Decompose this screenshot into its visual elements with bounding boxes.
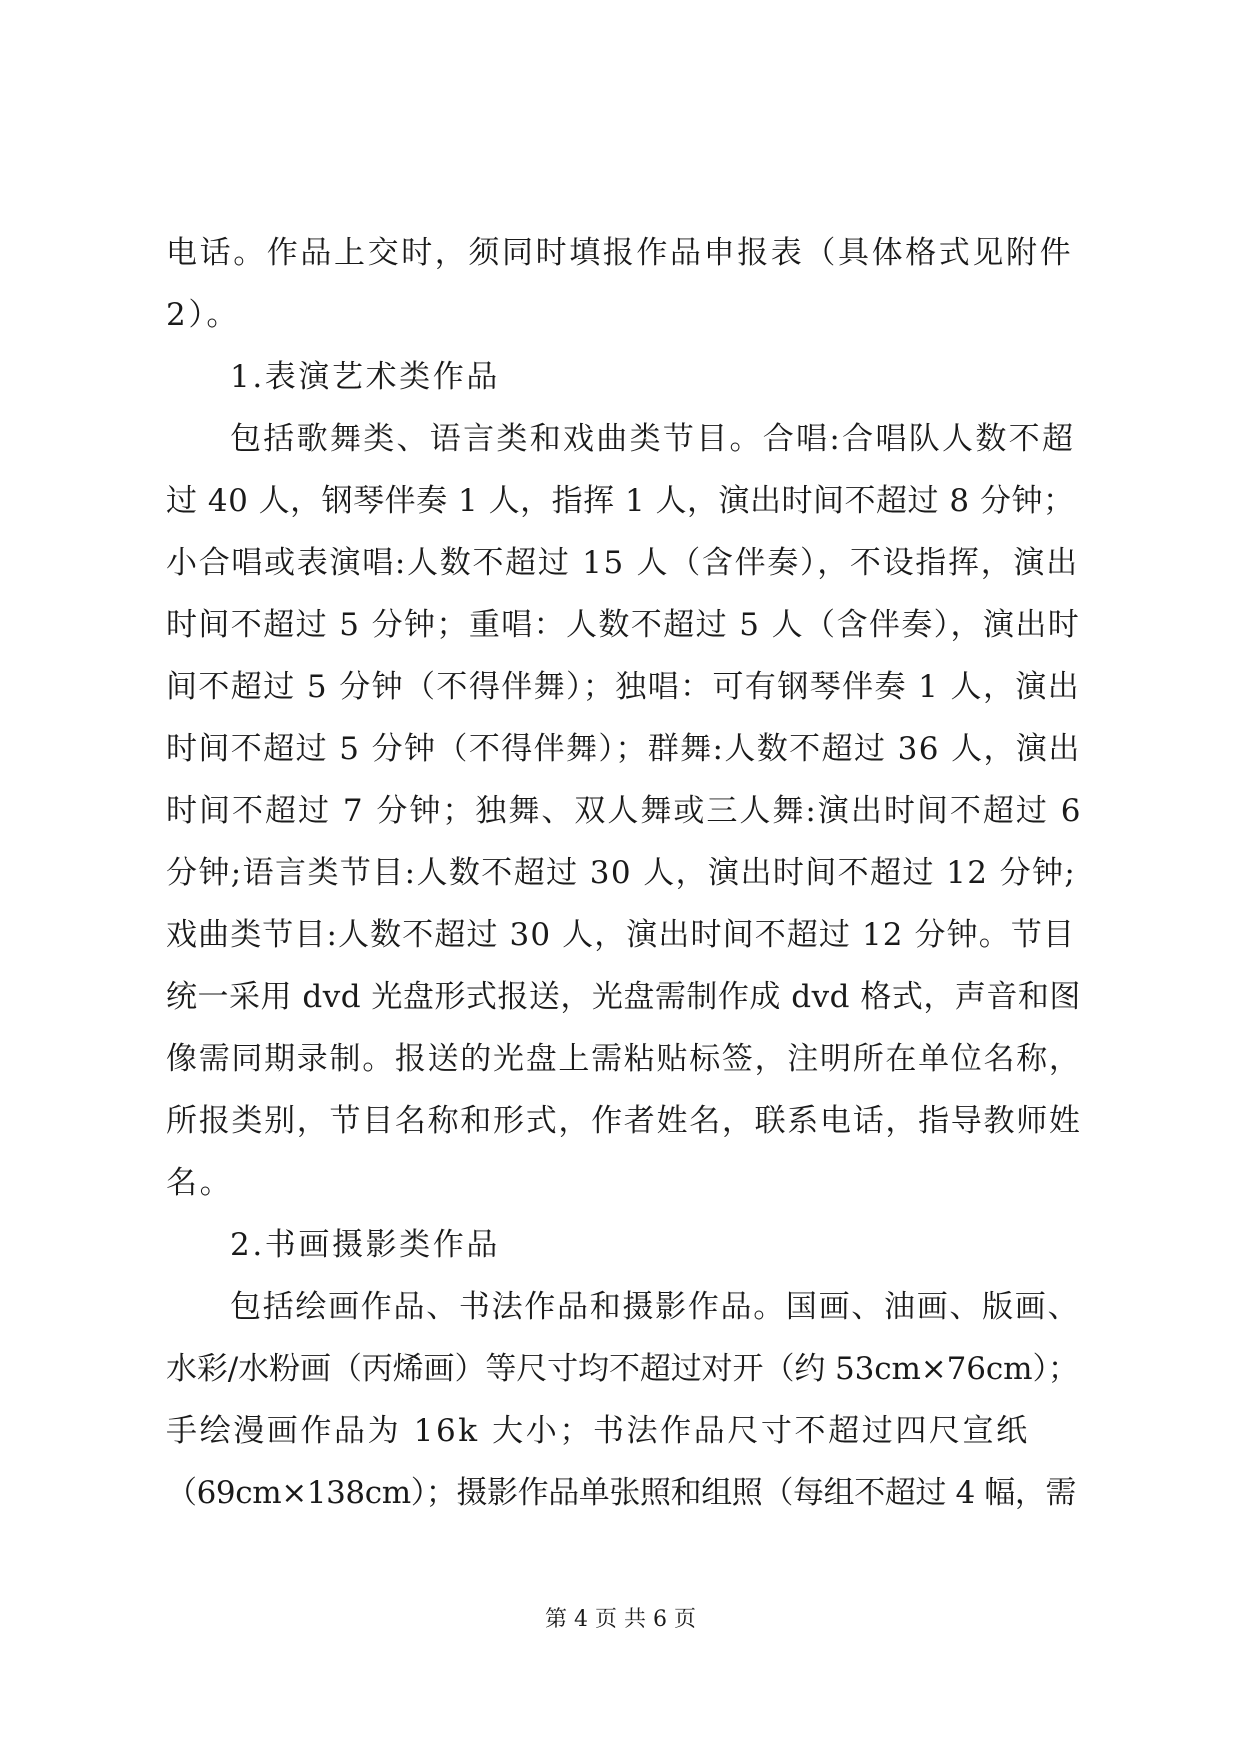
text-line: 时间不超过 5 分钟；重唱：人数不超过 5 人（含伴奏），演出时	[166, 607, 1081, 643]
document-body	[166, 222, 1082, 1524]
text-line: 2）。	[166, 297, 241, 333]
text-line: 包括歌舞类、语言类和戏曲类节目。合唱:合唱队人数不超	[230, 421, 1076, 457]
text-line: 间不超过 5 分钟（不得伴舞）；独唱：可有钢琴伴奏 1 人，演出	[166, 669, 1081, 705]
text-line: 电话。作品上交时，须同时填报作品申报表（具体格式见附件	[166, 235, 1074, 271]
text-line: 小合唱或表演唱:人数不超过 15 人（含伴奏），不设指挥，演出	[166, 545, 1079, 581]
text-line: 像需同期录制。报送的光盘上需粘贴标签，注明所在单位名称，	[166, 1041, 1082, 1077]
text-line: 分钟;语言类节目:人数不超过 30 人，演出时间不超过 12 分钟;	[166, 855, 1077, 891]
text-line: 统一采用 dvd 光盘形式报送，光盘需制作成 dvd 格式，声音和图	[166, 979, 1081, 1015]
text-line: 名。	[166, 1165, 234, 1201]
text-line: 所报类别，节目名称和形式，作者姓名，联系电话，指导教师姓	[166, 1103, 1082, 1139]
text-line: （69cm×138cm）；摄影作品单张照和组照（每组不超过 4 幅，需	[166, 1475, 1077, 1511]
text-line: 戏曲类节目:人数不超过 30 人，演出时间不超过 12 分钟。节目	[166, 917, 1076, 953]
text-line: 过 40 人，钢琴伴奏 1 人，指挥 1 人，演出时间不超过 8 分钟；	[166, 483, 1075, 519]
text-line: 时间不超过 7 分钟；独舞、双人舞或三人舞:演出时间不超过 6	[166, 793, 1083, 829]
text-line: 包括绘画作品、书法作品和摄影作品。国画、油画、版画、	[230, 1289, 1081, 1325]
text-line: 手绘漫画作品为 16k 大小；书法作品尺寸不超过四尺宣纸	[166, 1413, 1030, 1449]
page-number-footer: 第 4 页 共 6 页	[545, 1607, 696, 1632]
section-heading: 1.表演艺术类作品	[230, 359, 500, 395]
text-line: 时间不超过 5 分钟（不得伴舞）；群舞:人数不超过 36 人，演出	[166, 731, 1081, 767]
text-line: 水彩/水粉画（丙烯画）等尺寸均不超过对开（约 53cm×76cm）；	[166, 1351, 1079, 1387]
section-heading: 2.书画摄影类作品	[230, 1227, 500, 1263]
